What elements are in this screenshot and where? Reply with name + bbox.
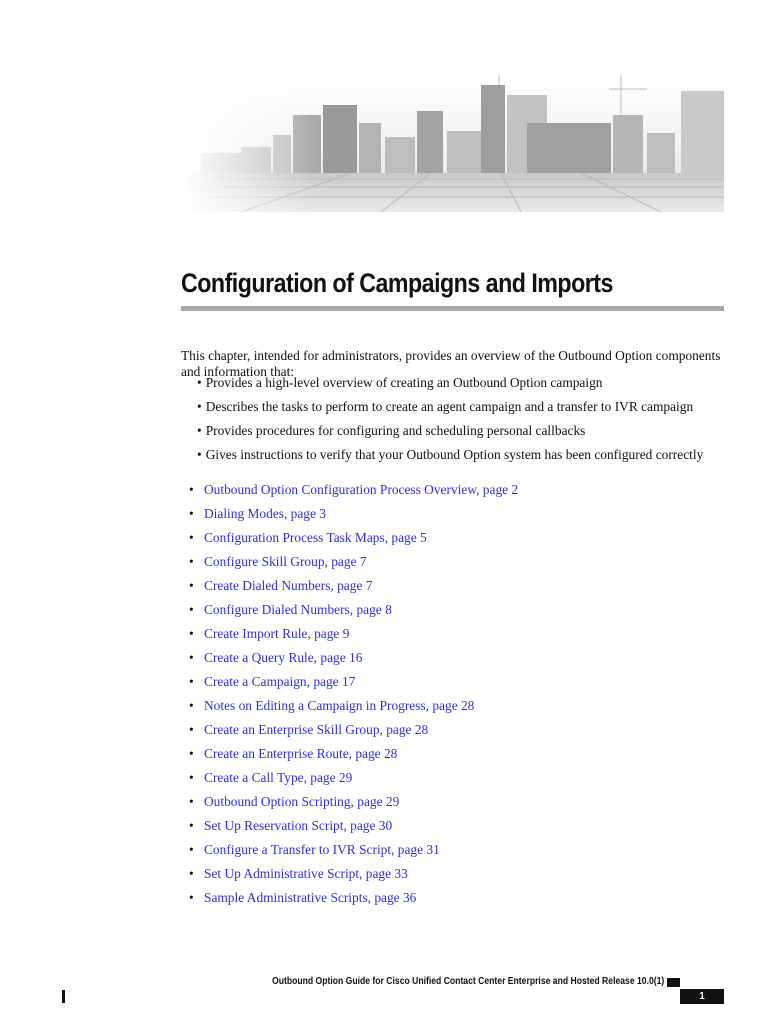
footer-guide-title: Outbound Option Guide for Cisco Unified Contact Center Enterprise and Hosted Release 10.0(1) bbox=[272, 975, 665, 987]
toc-link[interactable]: Configuration Process Task Maps, page 5 bbox=[204, 530, 427, 545]
toc-link[interactable]: Outbound Option Scripting, page 29 bbox=[204, 794, 400, 809]
toc-link[interactable]: Configure Skill Group, page 7 bbox=[204, 554, 367, 569]
bullet-icon: • bbox=[189, 842, 194, 857]
toc-link[interactable]: Create Dialed Numbers, page 7 bbox=[204, 578, 373, 593]
bullet-icon: • bbox=[189, 578, 194, 593]
toc-link[interactable]: Create a Call Type, page 29 bbox=[204, 770, 353, 785]
chapter-point: • Describes the tasks to perform to create an agent campaign and a transfer to IVR campaign bbox=[197, 399, 727, 423]
chapter-intro: This chapter, intended for administrators, provides an overview of the Outbound Option components and information that: bbox=[181, 348, 721, 380]
bullet-icon: • bbox=[189, 554, 194, 569]
bullet-icon: • bbox=[189, 698, 194, 713]
bullet-icon: • bbox=[189, 506, 194, 521]
title-rule bbox=[181, 306, 724, 311]
bullet-icon: • bbox=[189, 770, 194, 785]
toc-link[interactable]: Create Import Rule, page 9 bbox=[204, 626, 350, 641]
toc-item bbox=[189, 890, 719, 914]
toc-item bbox=[189, 722, 719, 746]
chapter-point: • Provides procedures for configuring and scheduling personal callbacks bbox=[197, 423, 727, 447]
bullet-icon: • bbox=[189, 890, 194, 905]
toc-link[interactable]: Create a Campaign, page 17 bbox=[204, 674, 356, 689]
toc-item bbox=[189, 506, 719, 530]
toc-link[interactable]: Create a Query Rule, page 16 bbox=[204, 650, 363, 665]
bullet-icon: • bbox=[189, 794, 194, 809]
toc-link[interactable]: Create an Enterprise Route, page 28 bbox=[204, 746, 398, 761]
toc-item bbox=[189, 650, 719, 674]
toc-link[interactable]: Sample Administrative Scripts, page 36 bbox=[204, 890, 417, 905]
toc-item bbox=[189, 866, 719, 890]
chapter-title: Configuration of Campaigns and Imports bbox=[181, 268, 613, 298]
toc-link[interactable]: Set Up Administrative Script, page 33 bbox=[204, 866, 408, 881]
toc-link[interactable]: Configure a Transfer to IVR Script, page 31 bbox=[204, 842, 440, 857]
chapter-point: • Provides a high-level overview of creating an Outbound Option campaign bbox=[197, 375, 727, 399]
toc-link[interactable]: Configure Dialed Numbers, page 8 bbox=[204, 602, 392, 617]
toc-item bbox=[189, 746, 719, 770]
bullet-icon: • bbox=[189, 722, 194, 737]
bullet-icon: • bbox=[189, 818, 194, 833]
toc-item bbox=[189, 602, 719, 626]
bullet-icon: • bbox=[189, 650, 194, 665]
bullet-icon: • bbox=[189, 866, 194, 881]
toc-item bbox=[189, 578, 719, 602]
toc-item bbox=[189, 530, 719, 554]
bullet-icon: • bbox=[189, 602, 194, 617]
toc-link[interactable]: Dialing Modes, page 3 bbox=[204, 506, 326, 521]
toc-item bbox=[189, 794, 719, 818]
toc-item bbox=[189, 626, 719, 650]
chapter-points bbox=[197, 375, 727, 471]
chapter-banner-image bbox=[181, 75, 724, 212]
toc-item bbox=[189, 842, 719, 866]
toc-link[interactable]: Create an Enterprise Skill Group, page 28 bbox=[204, 722, 429, 737]
toc-item bbox=[189, 674, 719, 698]
toc-item bbox=[189, 818, 719, 842]
toc-item bbox=[189, 770, 719, 794]
toc-list bbox=[189, 482, 719, 914]
chapter-point: • Gives instructions to verify that your Outbound Option system has been configured correctly bbox=[197, 447, 727, 471]
bullet-icon: • bbox=[189, 746, 194, 761]
page-edge-mark bbox=[62, 990, 65, 1003]
toc-link[interactable]: Set Up Reservation Script, page 30 bbox=[204, 818, 393, 833]
toc-item bbox=[189, 698, 719, 722]
bullet-icon: • bbox=[189, 626, 194, 641]
toc-item bbox=[189, 482, 719, 506]
page-number: 1 bbox=[680, 989, 724, 1004]
bullet-icon: • bbox=[189, 674, 194, 689]
footer-mark bbox=[667, 978, 680, 987]
bullet-icon: • bbox=[189, 482, 194, 497]
toc-link[interactable]: Outbound Option Configuration Process Overview, page 2 bbox=[204, 482, 519, 497]
toc-link[interactable]: Notes on Editing a Campaign in Progress, page 28 bbox=[204, 698, 475, 713]
toc-item bbox=[189, 554, 719, 578]
bullet-icon: • bbox=[189, 530, 194, 545]
